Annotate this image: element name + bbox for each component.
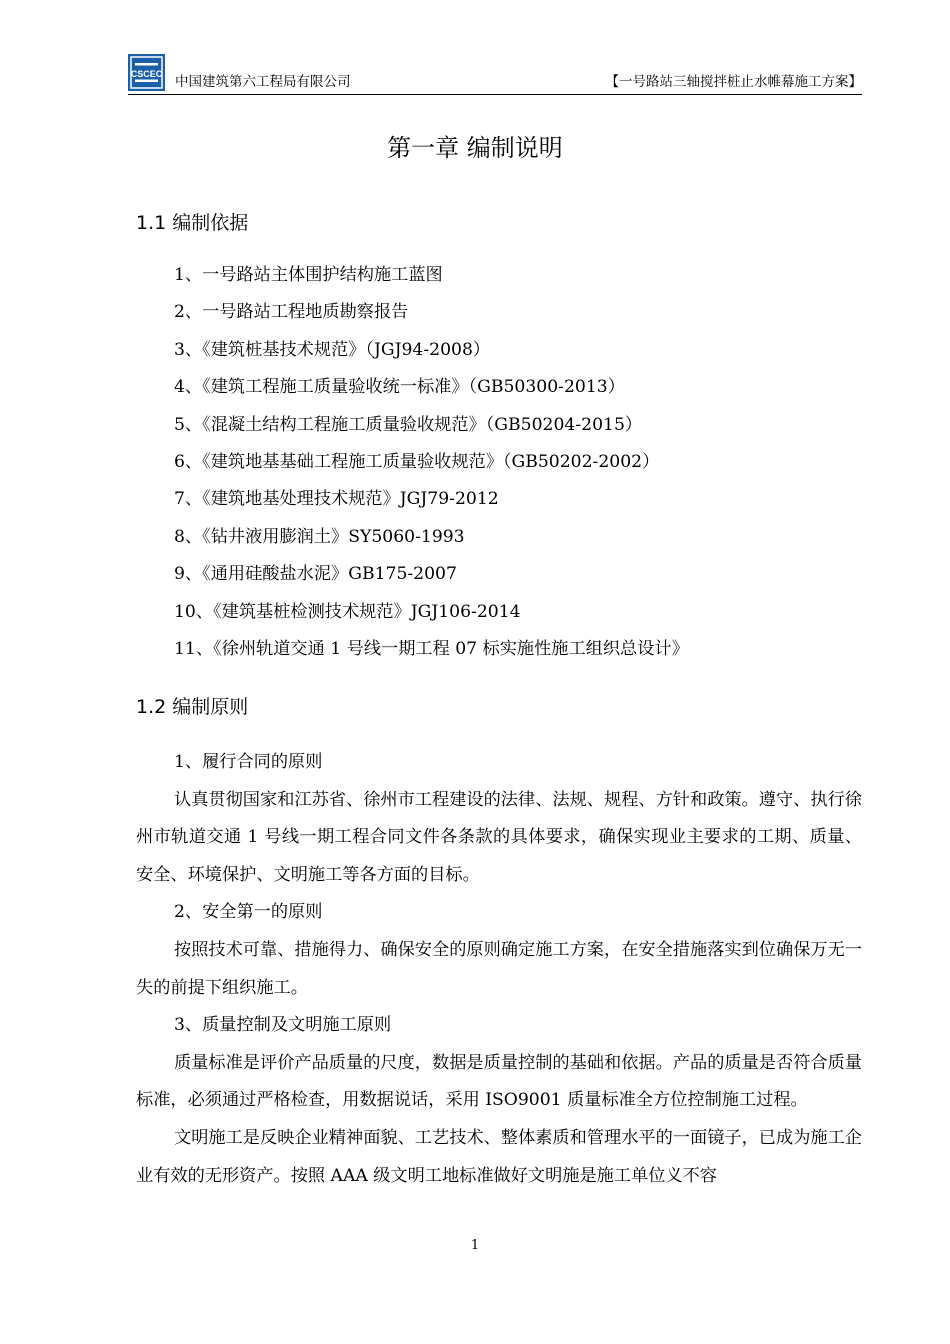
- document-title: 【一号路站三轴搅拌桩止水帷幕施工方案】: [605, 74, 862, 90]
- chapter-title: 第一章 编制说明: [387, 134, 563, 162]
- svg-text:CSCEC: CSCEC: [130, 69, 163, 79]
- list-item: 1、一号路站主体围护结构施工蓝图: [174, 265, 443, 285]
- list-item: 4、《建筑工程施工质量验收统一标准》（GB50300-2013）: [174, 377, 625, 398]
- basis-list: [174, 262, 689, 673]
- list-item: 6、《建筑地基基础工程施工质量验收规范》（GB50202-2002）: [174, 451, 660, 472]
- list-item: 8、《钻井液用膨润土》SY5060-1993: [174, 526, 465, 547]
- principle-title: 2、安全第一的原则: [174, 902, 323, 923]
- section-heading-basis: 1.1 编制依据: [136, 212, 249, 234]
- list-item: 10、《建筑基桩检测技术规范》JGJ106-2014: [174, 601, 521, 622]
- paragraph: 文明施工是反映企业精神面貌、工艺技术、整体素质和管理水平的一面镜子，已成为施工企业有效的无形资产。按照 AAA 级文明工地标准做好文明施是施工单位义不容: [136, 1127, 862, 1186]
- page-header: [128, 54, 862, 95]
- principle-title: 1、履行合同的原则: [174, 752, 323, 772]
- company-logo: [128, 54, 165, 91]
- list-item: 3、《建筑桩基技术规范》（JGJ94-2008）: [174, 339, 491, 360]
- list-item: 5、《混凝土结构工程施工质量验收规范》（GB50204-2015）: [174, 414, 643, 435]
- principles-body: [136, 744, 862, 1195]
- list-item: 11、《徐州轨道交通 1 号线一期工程 07 标实施性施工组织总设计》: [174, 638, 689, 659]
- page-number: 1: [470, 1238, 480, 1253]
- company-name: 中国建筑第六工程局有限公司: [175, 74, 351, 90]
- list-item: 7、《建筑地基处理技术规范》JGJ79-2012: [174, 489, 499, 510]
- paragraph: 按照技术可靠、措施得力、确保安全的原则确定施工方案，在安全措施落实到位确保万无一失的前提下组织施工。: [136, 939, 862, 998]
- list-item: 9、《通用硅酸盐水泥》GB175-2007: [174, 564, 457, 585]
- section-heading-principles: 1.2 编制原则: [136, 696, 249, 718]
- paragraph: 认真贯彻国家和江苏省、徐州市工程建设的法律、法规、规程、方针和政策。遵守、执行徐州市轨道交通 1 号线一期工程合同文件各条款的具体要求，确保实现业主要求的工期、质量、安全、环境保护、文明施工等各方面的目标。: [136, 789, 862, 885]
- paragraph: 质量标准是评价产品质量的尺度，数据是质量控制的基础和依据。产品的质量是否符合质量标准，必须通过严格检查，用数据说话，采用 ISO9001 质量标准全方位控制施工过程。: [136, 1052, 862, 1111]
- principle-title: 3、质量控制及文明施工原则: [174, 1015, 392, 1036]
- list-item: 2、一号路站工程地质勘察报告: [174, 302, 409, 323]
